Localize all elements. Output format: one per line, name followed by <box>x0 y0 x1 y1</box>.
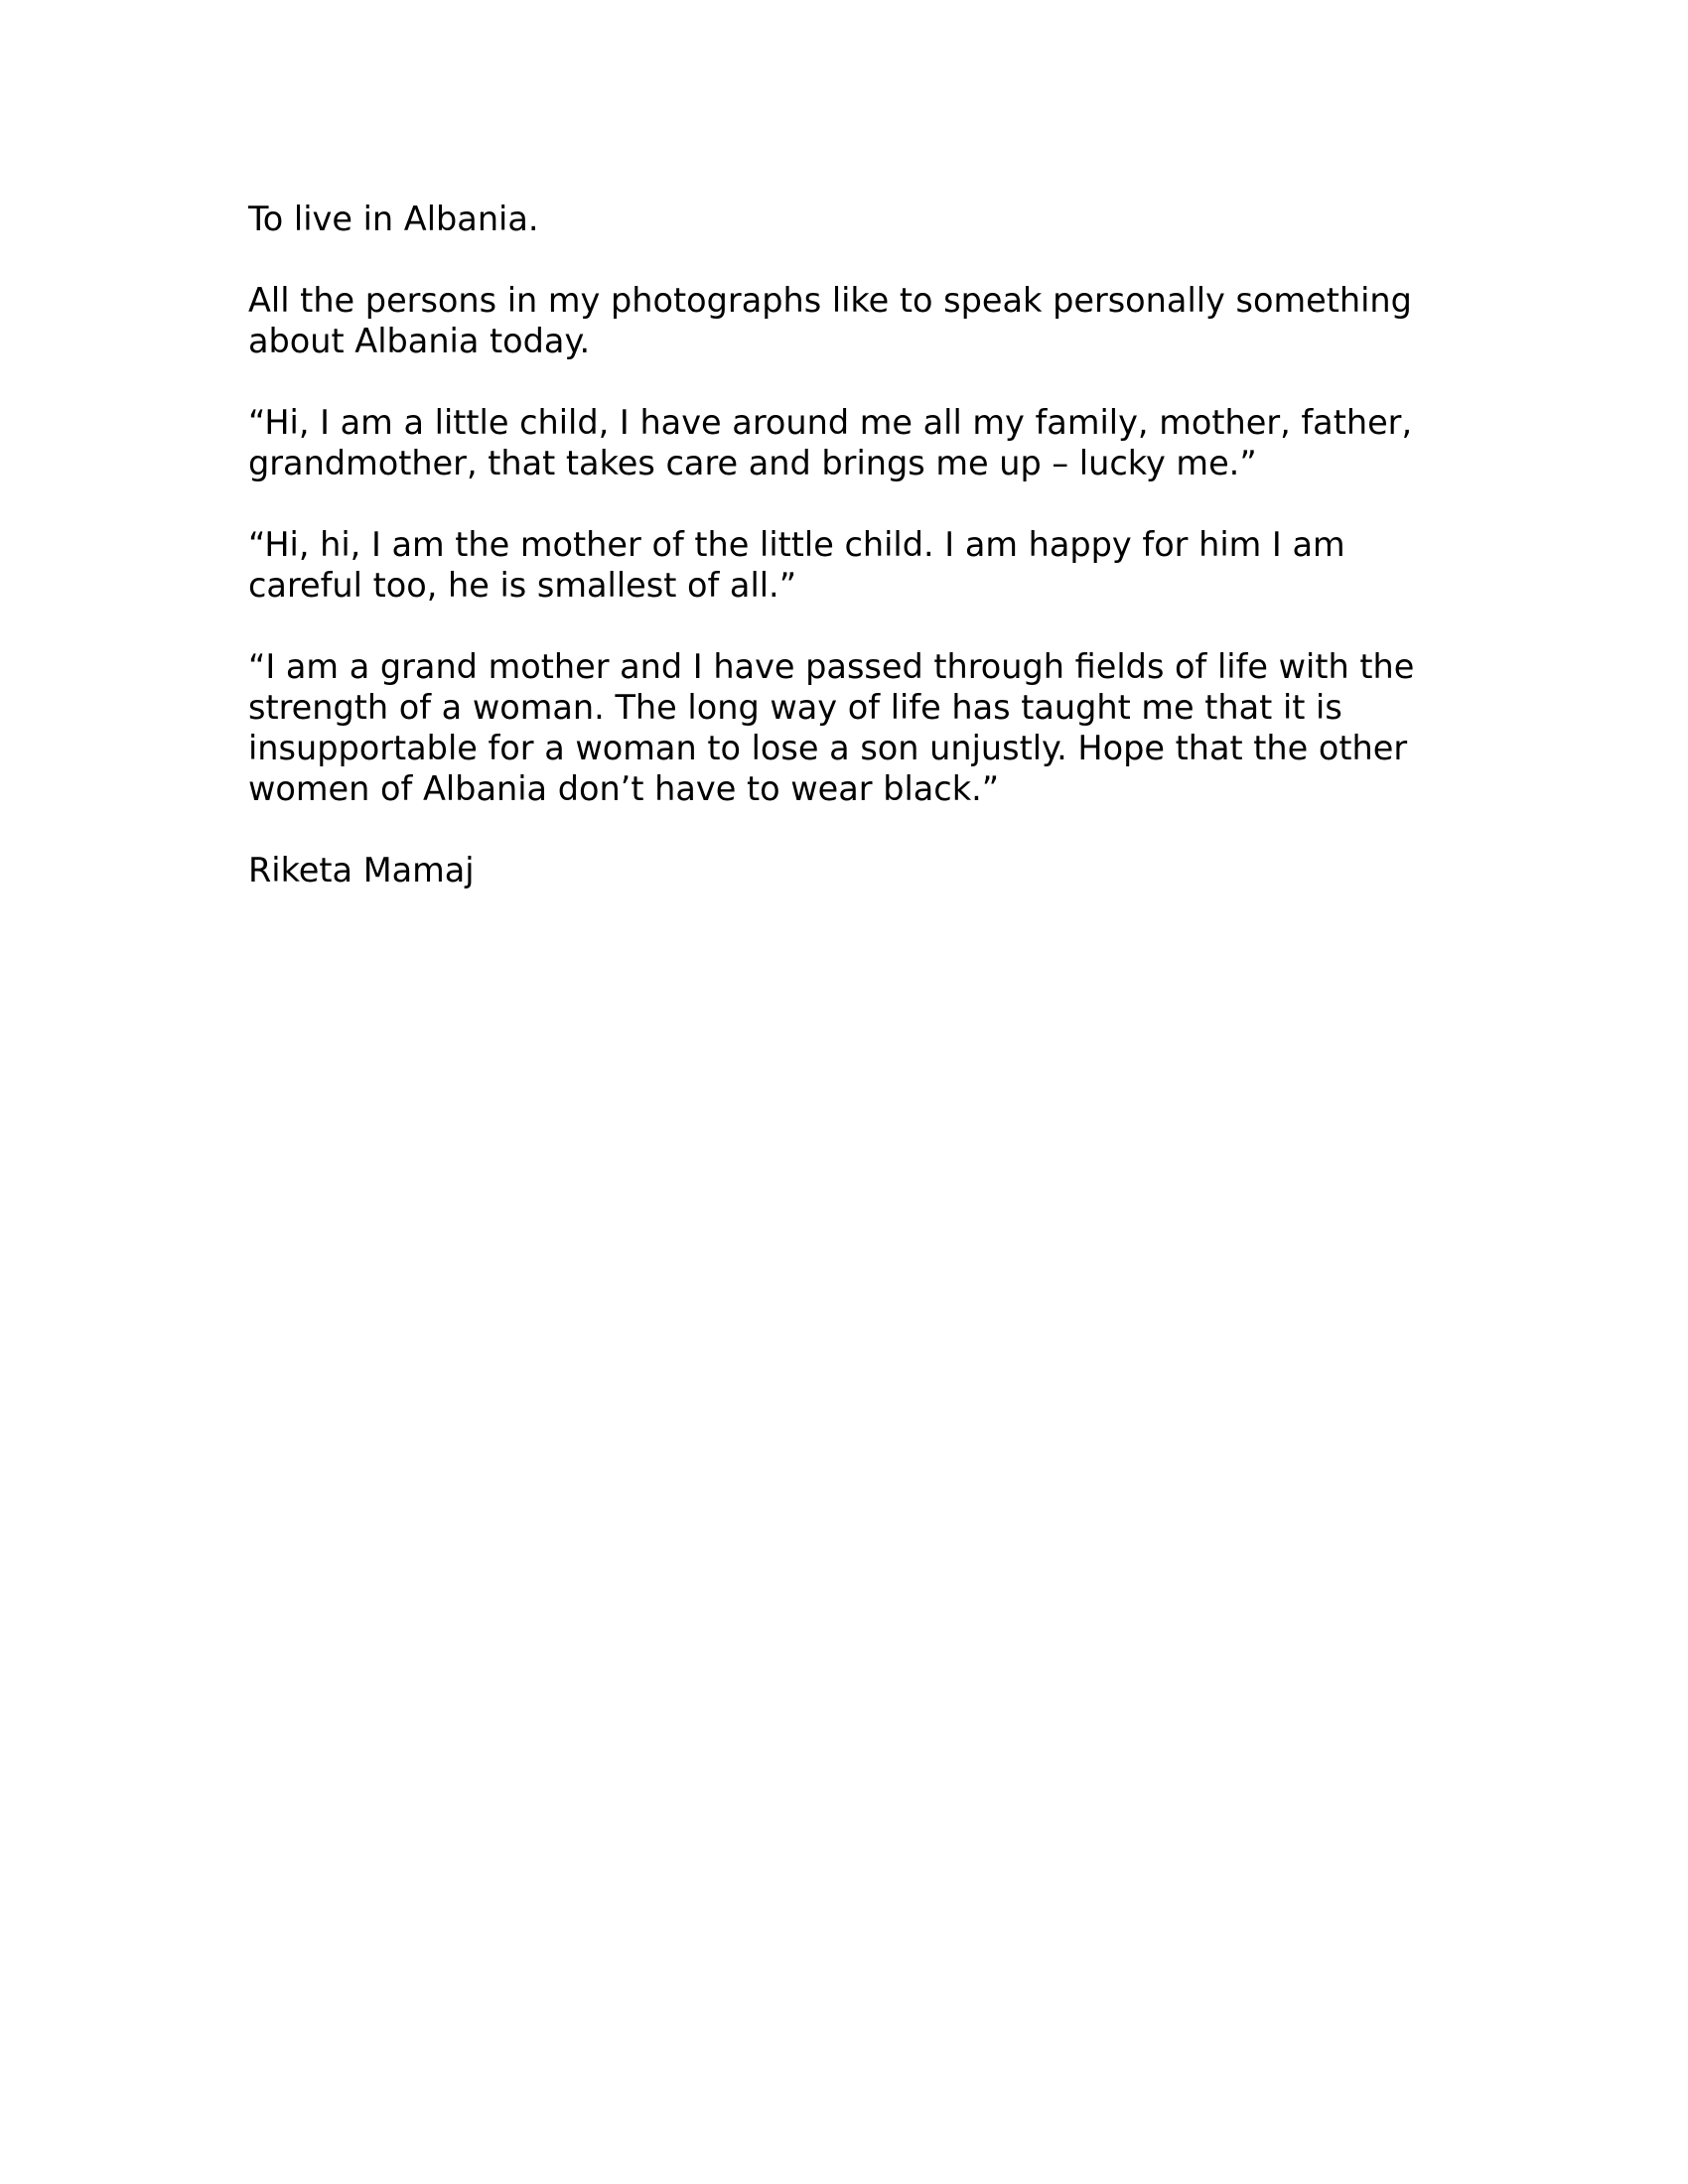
paragraph-quote-child <box>248 402 1440 483</box>
paragraph-intro <box>248 280 1440 361</box>
text-line: “Hi, hi, I am the mother of the little child. I am happy for him I am <box>248 525 1345 564</box>
text-line: careful too, he is smallest of all.” <box>248 566 797 605</box>
text-line: Riketa Mamaj <box>248 851 475 889</box>
text-line: grandmother, that takes care and brings me up – lucky me.” <box>248 444 1257 482</box>
text-line: strength of a woman. The long way of life has taught me that it is <box>248 688 1342 727</box>
text-line: All the persons in my photographs like to speak personally something <box>248 281 1412 320</box>
text-line: “I am a grand mother and I have passed through fields of life with the <box>248 647 1415 686</box>
paragraph-quote-grandmother <box>248 646 1440 809</box>
paragraph-title <box>248 199 1440 239</box>
text-line: about Albania today. <box>248 322 591 360</box>
paragraph-signature <box>248 850 1440 890</box>
text-line: insupportable for a woman to lose a son unjustly. Hope that the other <box>248 729 1408 767</box>
text-line: To live in Albania. <box>248 200 539 238</box>
text-line: women of Albania don’t have to wear black.” <box>248 769 1000 808</box>
text-line: “Hi, I am a little child, I have around me all my family, mother, father, <box>248 403 1413 442</box>
paragraph-quote-mother <box>248 524 1440 606</box>
